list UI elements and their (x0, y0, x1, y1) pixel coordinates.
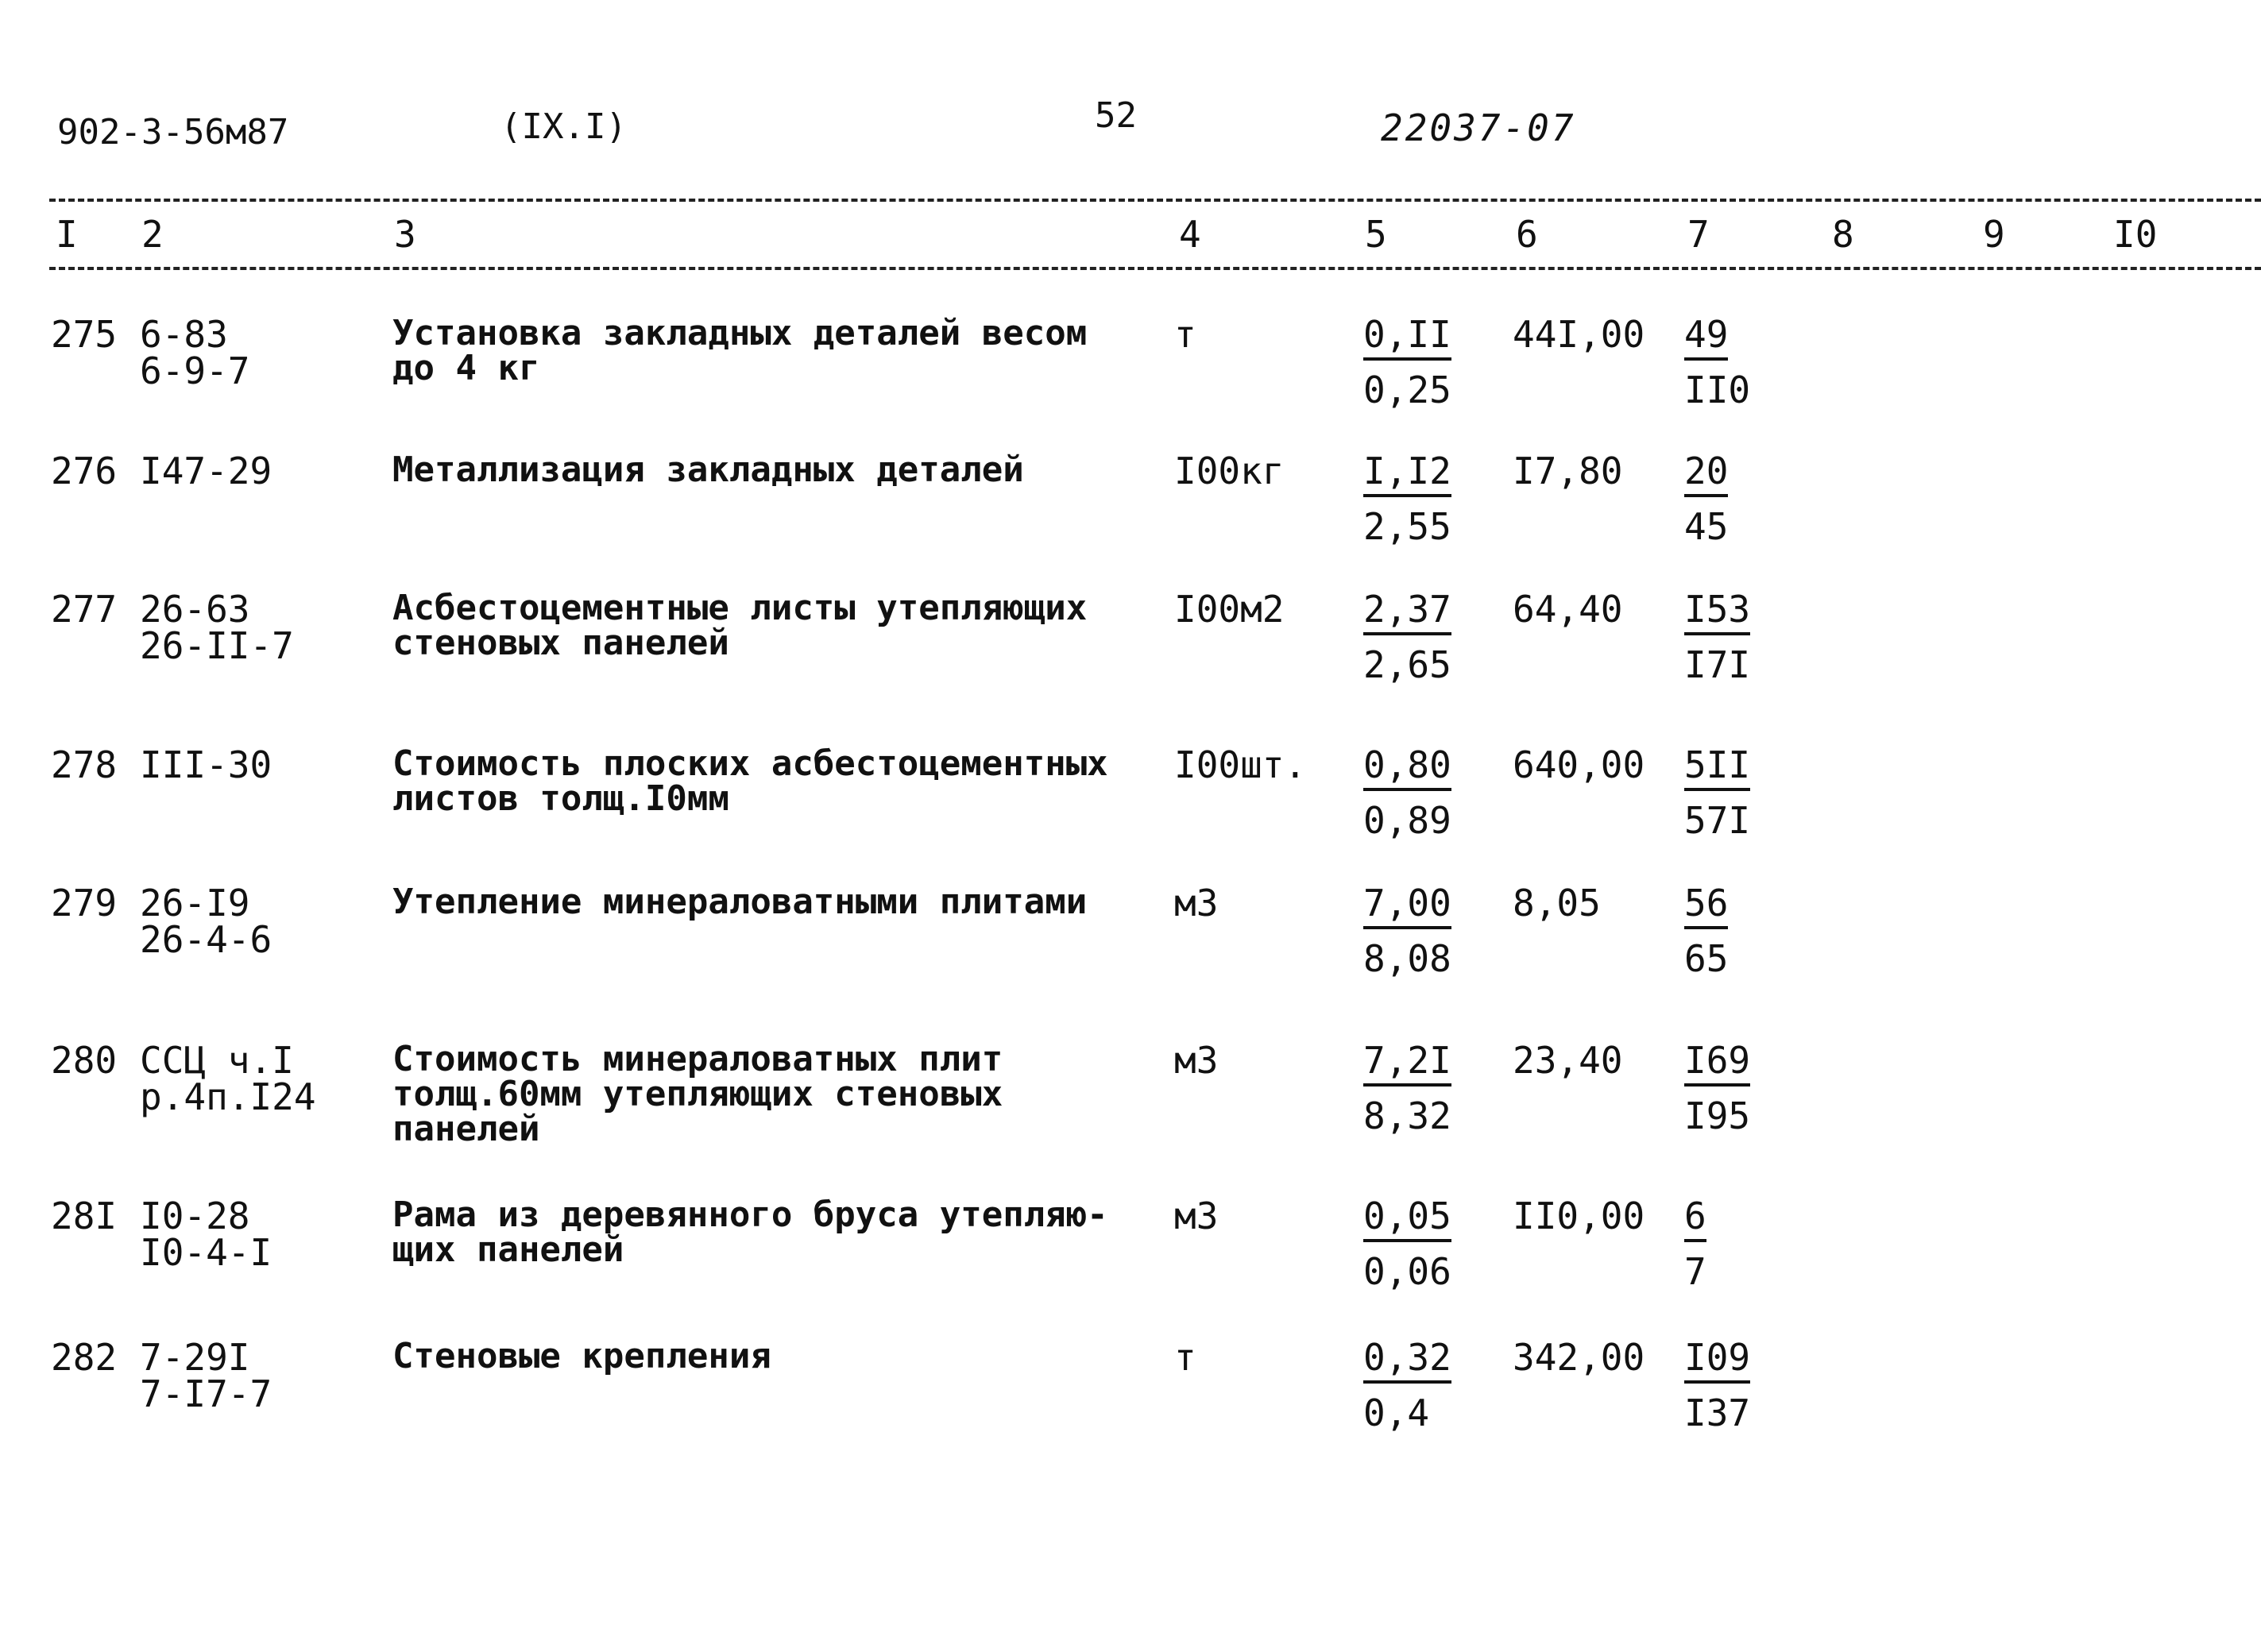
column-header-7: 7 (1687, 213, 1710, 256)
section-number: (IX.I) (501, 106, 627, 147)
page-number: 52 (1095, 95, 1137, 136)
unit-price: 640,00 (1513, 743, 1645, 786)
rate-code (140, 450, 272, 492)
table-row (0, 1195, 2261, 1317)
table-row (0, 743, 2261, 866)
quantity-top: 7,2I (1363, 1042, 1451, 1087)
header-divider-top (49, 199, 2261, 202)
rate-code (140, 882, 272, 961)
quantity-top: 0,80 (1363, 747, 1451, 791)
unit: I00м2 (1174, 588, 1285, 631)
description-line: Стоимость плоских асбестоцементных (392, 743, 1108, 784)
rate-code (140, 1195, 272, 1274)
work-description (392, 450, 1024, 490)
description-line: Стоимость минераловатных плит (392, 1039, 1003, 1079)
rate-code (140, 1039, 316, 1118)
table-row (0, 1039, 2261, 1177)
work-description (392, 313, 1088, 388)
rate-code (140, 1336, 272, 1415)
row-number: 277 (51, 588, 118, 631)
rate-code-line-2: 26-4-6 (140, 918, 272, 961)
description-line: Утепление минераловатными плитами (392, 882, 1088, 922)
description-line: щих панелей (392, 1229, 624, 1270)
unit-price: II0,00 (1513, 1195, 1645, 1237)
quantity-top: 0,II (1363, 316, 1451, 361)
quantity-top: 0,32 (1363, 1339, 1451, 1384)
unit-price: 64,40 (1513, 588, 1623, 631)
cost (1684, 1039, 1751, 1137)
work-description (392, 882, 1088, 922)
document-number: 22037-07 (1381, 106, 1576, 149)
cost-top: I69 (1684, 1042, 1750, 1087)
cost (1684, 450, 1729, 548)
cost (1684, 882, 1729, 980)
quantity-bottom: 2,65 (1363, 643, 1451, 686)
cost-top: 6 (1684, 1198, 1706, 1242)
column-header-5: 5 (1365, 213, 1387, 256)
cost (1684, 1195, 1706, 1293)
cost (1684, 743, 1751, 842)
rate-code-line-1: ССЦ ч.I (140, 1039, 294, 1082)
unit: м3 (1174, 1039, 1219, 1082)
rate-code-line-1: I47-29 (140, 450, 272, 492)
description-line: панелей (392, 1109, 540, 1149)
description-line: до 4 кг (392, 348, 540, 388)
header-divider-bottom (49, 267, 2261, 270)
row-number: 275 (51, 313, 118, 356)
unit: м3 (1174, 1195, 1219, 1237)
cost-bottom: 57I (1684, 799, 1751, 842)
table-row (0, 1336, 2261, 1458)
description-line: листов толщ.I0мм (392, 778, 729, 819)
unit-price: 44I,00 (1513, 313, 1645, 356)
cost (1684, 588, 1751, 686)
unit: I00кг (1174, 450, 1285, 492)
quantity-bottom: 8,08 (1363, 937, 1451, 980)
unit: т (1174, 1336, 1196, 1379)
rate-code-line-2: р.4п.I24 (140, 1075, 316, 1118)
rate-code-line-2: 6-9-7 (140, 349, 250, 392)
quantity-bottom: 2,55 (1363, 505, 1451, 548)
quantity-bottom: 8,32 (1363, 1094, 1451, 1137)
rate-code-line-1: III-30 (140, 743, 272, 786)
rate-code (140, 743, 272, 786)
unit-price: I7,80 (1513, 450, 1623, 492)
document-code: 902-3-56м87 (57, 112, 289, 152)
quantity-bottom: 0,89 (1363, 799, 1451, 842)
quantity (1363, 588, 1451, 686)
rate-code-line-1: 26-I9 (140, 882, 250, 924)
description-line: стеновых панелей (392, 623, 729, 663)
unit: I00шт. (1174, 743, 1307, 786)
column-header-1: I (56, 213, 78, 256)
cost-bottom: I95 (1684, 1094, 1751, 1137)
cost-top: 5II (1684, 747, 1750, 791)
column-header-6: 6 (1516, 213, 1538, 256)
column-header-10: I0 (2113, 213, 2158, 256)
cost-bottom: 45 (1684, 505, 1729, 548)
description-line: Стеновые крепления (392, 1336, 771, 1376)
cost-top: 56 (1684, 885, 1728, 929)
description-line: Рама из деревянного бруса утепляю- (392, 1195, 1108, 1235)
quantity (1363, 1336, 1451, 1434)
description-line: Установка закладных деталей весом (392, 313, 1088, 353)
rate-code-line-1: 6-83 (140, 313, 228, 356)
column-header-2: 2 (141, 213, 164, 256)
cost-bottom: 65 (1684, 937, 1729, 980)
row-number: 278 (51, 743, 118, 786)
quantity (1363, 882, 1451, 980)
cost-bottom: 7 (1684, 1250, 1706, 1293)
quantity-top: 2,37 (1363, 591, 1451, 635)
column-header-3: 3 (394, 213, 416, 256)
unit-price: 342,00 (1513, 1336, 1645, 1379)
rate-code (140, 313, 250, 392)
quantity (1363, 1039, 1451, 1137)
cost-top: 20 (1684, 453, 1728, 497)
quantity (1363, 450, 1451, 548)
rate-code-line-2: 26-II-7 (140, 624, 294, 667)
rate-code-line-2: 7-I7-7 (140, 1372, 272, 1415)
cost-top: I09 (1684, 1339, 1750, 1384)
quantity-top: 7,00 (1363, 885, 1451, 929)
unit-price: 23,40 (1513, 1039, 1623, 1082)
cost-top: I53 (1684, 591, 1750, 635)
quantity-bottom: 0,06 (1363, 1250, 1451, 1293)
row-number: 28I (51, 1195, 118, 1237)
quantity-top: 0,05 (1363, 1198, 1451, 1242)
description-line: Металлизация закладных деталей (392, 450, 1024, 490)
cost (1684, 1336, 1751, 1434)
quantity (1363, 313, 1451, 411)
unit: м3 (1174, 882, 1219, 924)
rate-code-line-1: I0-28 (140, 1195, 250, 1237)
unit: т (1174, 313, 1196, 356)
cost-bottom: II0 (1684, 369, 1751, 411)
work-description (392, 743, 1108, 819)
work-description (392, 1039, 1003, 1149)
quantity-bottom: 0,4 (1363, 1391, 1430, 1434)
quantity-top: I,I2 (1363, 453, 1451, 497)
unit-price: 8,05 (1513, 882, 1601, 924)
quantity (1363, 1195, 1451, 1293)
quantity-bottom: 0,25 (1363, 369, 1451, 411)
description-line: Асбестоцементные листы утепляющих (392, 588, 1088, 628)
cost-bottom: I7I (1684, 643, 1751, 686)
column-header-9: 9 (1983, 213, 2005, 256)
column-header-4: 4 (1179, 213, 1201, 256)
rate-code-line-2: I0-4-I (140, 1231, 272, 1274)
quantity (1363, 743, 1451, 842)
row-number: 282 (51, 1336, 118, 1379)
cost-bottom: I37 (1684, 1391, 1751, 1434)
row-number: 276 (51, 450, 118, 492)
row-number: 279 (51, 882, 118, 924)
column-header-8: 8 (1832, 213, 1854, 256)
work-description (392, 1195, 1108, 1270)
work-description (392, 588, 1088, 663)
rate-code-line-1: 7-29I (140, 1336, 250, 1379)
table-row (0, 882, 2261, 1004)
description-line: толщ.60мм утепляющих стеновых (392, 1074, 1003, 1114)
rate-code (140, 588, 294, 667)
row-number: 280 (51, 1039, 118, 1082)
table-row (0, 588, 2261, 710)
rate-code-line-1: 26-63 (140, 588, 250, 631)
table-row (0, 450, 2261, 572)
table-row (0, 313, 2261, 435)
cost (1684, 313, 1751, 411)
work-description (392, 1336, 771, 1376)
cost-top: 49 (1684, 316, 1728, 361)
